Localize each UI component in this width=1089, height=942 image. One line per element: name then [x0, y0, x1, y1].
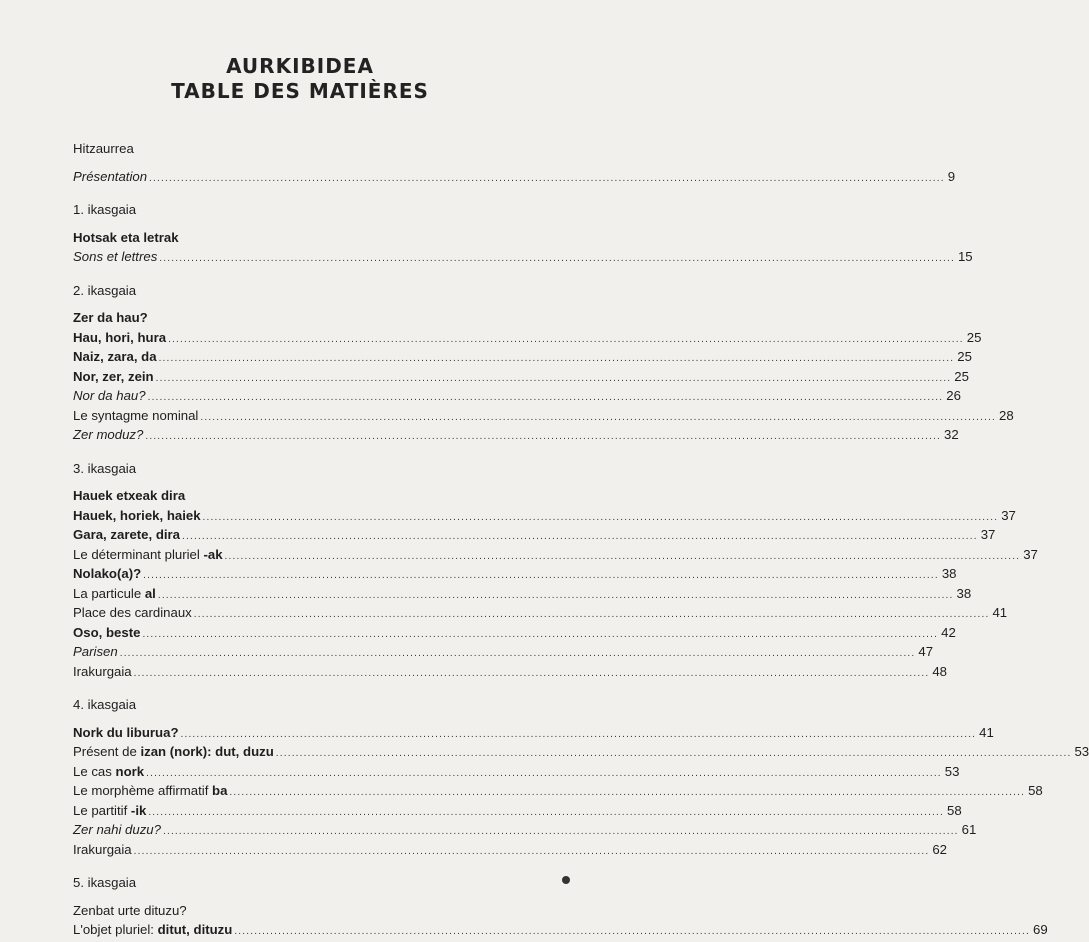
page-number: 53 — [1074, 744, 1089, 759]
page-number: 53 — [944, 763, 960, 779]
toc-entry — [73, 386, 961, 406]
toc-entry — [73, 545, 1038, 565]
toc-entry-title: Le morphème affirmatif ba — [73, 783, 228, 798]
toc-entry — [73, 642, 934, 662]
page-number: 69 — [1033, 922, 1048, 937]
dot-leader: ........................................................................................................................................................................................................ — [159, 253, 955, 264]
toc-entry-title: Gara, zarete, dira — [73, 527, 181, 542]
title-french: TABLE DES MATIÈRES — [171, 79, 429, 103]
toc-entry — [73, 328, 982, 348]
toc-entry-title: Hau, hori, hura — [73, 329, 167, 345]
page-number: 25 — [966, 329, 982, 345]
toc-entry-title: Irakurgaia — [73, 841, 132, 857]
section-heading: 3. ikasgaia — [73, 460, 137, 476]
dot-leader: ........................................................................................................................................................................................................ — [143, 570, 939, 581]
dot-leader: ........................................................................................................................................................................................................ — [202, 511, 999, 523]
table-of-contents — [73, 139, 1089, 940]
page-number: 37 — [1023, 546, 1038, 562]
dot-leader: ........................................................................................................................................................................................................ — [224, 550, 1021, 562]
dot-leader: ........................................................................................................................................................................................................ — [229, 787, 1026, 798]
dot-leader: ........................................................................................................................................................................................................ — [155, 372, 952, 384]
dot-leader: ........................................................................................................................................................................................................ — [158, 353, 955, 364]
dot-leader: ........................................................................................................................................................................................................ — [234, 926, 1030, 937]
dot-leader: ........................................................................................................................................................................................................ — [148, 806, 944, 818]
dot-leader: ........................................................................................................................................................................................................ — [182, 531, 978, 542]
dot-leader: ........................................................................................................................................................................................................ — [157, 589, 954, 601]
section-heading: 2. ikasgaia — [73, 282, 137, 298]
dot-leader: ........................................................................................................................................................................................................ — [133, 667, 930, 679]
toc-entry — [73, 901, 557, 921]
page-number: 61 — [961, 822, 977, 837]
toc-entry-title: Le partitif -ik — [73, 802, 147, 818]
dot-leader: ........................................................................................................................................................................................................ — [142, 628, 939, 640]
dot-leader: ........................................................................................................................................................................................................ — [119, 648, 916, 659]
toc-entry — [73, 662, 947, 682]
dot-leader: ........................................................................................................................................................................................................ — [275, 748, 1072, 759]
section-heading: Hitzaurrea — [73, 141, 134, 156]
toc-entry-title: Le déterminant pluriel -ak — [73, 546, 223, 562]
toc-entry-title: Nolako(a)? — [73, 566, 142, 581]
page-number: 41 — [979, 724, 994, 740]
section-heading: 1. ikasgaia — [73, 202, 137, 217]
toc-entry — [73, 525, 996, 545]
dot-leader: ........................................................................................................................................................................................................ — [200, 411, 997, 423]
toc-entry — [73, 247, 973, 267]
toc-entry — [73, 425, 959, 445]
toc-entry-title: Le cas nork — [73, 763, 145, 779]
toc-entry-title: Nor, zer, zein — [73, 368, 154, 384]
section-heading: 4. ikasgaia — [73, 697, 137, 712]
section-subtitle: Zer da hau? — [73, 310, 148, 325]
toc-entry — [73, 564, 957, 584]
toc-entry — [73, 840, 947, 860]
toc-entry-title: Nor da hau? — [73, 388, 146, 403]
page-number: 41 — [992, 605, 1008, 620]
toc-entry — [73, 347, 972, 367]
title-basque: AURKIBIDEA — [226, 54, 374, 78]
page-number: 37 — [980, 527, 996, 542]
corner-mark — [562, 876, 570, 884]
toc-entry-title: Présent de izan (nork): dut, duzu — [73, 744, 274, 759]
page-number: 38 — [941, 566, 957, 581]
toc-entry — [73, 167, 956, 187]
toc-entry-title: Irakurgaia — [73, 663, 132, 679]
page-number: 28 — [999, 407, 1014, 423]
toc-entry — [73, 781, 1043, 801]
page-number: 26 — [946, 388, 961, 403]
toc-entry-title: Oso, beste — [73, 624, 141, 640]
toc-entry-title: Parisen — [73, 644, 118, 659]
toc-entry-title: Le syntagme nominal — [73, 407, 199, 423]
toc-entry-title: Place des cardinaux — [73, 605, 192, 620]
toc-entry — [73, 801, 962, 821]
toc-entry — [73, 920, 1048, 940]
dot-leader: ........................................................................................................................................................................................................ — [180, 728, 977, 740]
toc-entry-title: Zer moduz? — [73, 427, 144, 442]
dot-leader: ........................................................................................................................................................................................................ — [146, 767, 942, 779]
section-subtitle: Hauek etxeak dira — [73, 488, 186, 503]
toc-entry-title: Zer nahi duzu? — [73, 822, 161, 837]
page-number: 58 — [946, 802, 962, 818]
toc-entry — [73, 820, 977, 840]
dot-leader: ........................................................................................................................................................................................................ — [162, 826, 959, 837]
dot-leader: ........................................................................................................................................................................................................ — [133, 845, 930, 857]
toc-entry — [73, 367, 969, 387]
page-number: 58 — [1028, 783, 1043, 798]
dot-leader: ........................................................................................................................................................................................................ — [168, 333, 964, 345]
page-number: 37 — [1001, 507, 1016, 523]
dot-leader: ........................................................................................................................................................................................................ — [193, 609, 990, 620]
dot-leader: ........................................................................................................................................................................................................ — [147, 392, 944, 403]
toc-entry-title: Présentation — [73, 168, 148, 184]
section-heading: 5. ikasgaia — [73, 875, 137, 890]
page-number: 48 — [932, 663, 947, 679]
toc-entry-title: La particule al — [73, 585, 156, 601]
dot-leader: ........................................................................................................................................................................................................ — [149, 172, 945, 184]
toc-entry — [73, 584, 972, 604]
page-number: 25 — [957, 349, 972, 364]
dot-leader: ........................................................................................................................................................................................................ — [145, 431, 942, 442]
page-number: 25 — [954, 368, 969, 384]
page-number: 62 — [932, 841, 947, 857]
section-subtitle: Hotsak eta letrak — [73, 229, 179, 245]
toc-entry — [73, 506, 1016, 526]
toc-entry-title: Sons et lettres — [73, 249, 158, 264]
toc-entry — [73, 623, 956, 643]
toc-entry-title: Nork du liburua? — [73, 724, 179, 740]
page-number: 38 — [956, 585, 972, 601]
page-number: 32 — [944, 427, 959, 442]
toc-entry-title: Zenbat urte dituzu? — [73, 902, 187, 918]
toc-entry-title: L'objet pluriel: ditut, dituzu — [73, 922, 233, 937]
toc-entry-title: Hauek, horiek, haiek — [73, 507, 201, 523]
page-number: 15 — [957, 249, 973, 264]
toc-entry-title: Naiz, zara, da — [73, 349, 157, 364]
page-number: 9 — [947, 168, 956, 184]
toc-entry — [73, 406, 1014, 426]
toc-entry — [73, 762, 960, 782]
page-number: 42 — [941, 624, 956, 640]
toc-entry — [73, 603, 1008, 623]
page-number: 47 — [918, 644, 934, 659]
toc-entry — [73, 742, 1089, 762]
toc-entry — [73, 723, 994, 743]
